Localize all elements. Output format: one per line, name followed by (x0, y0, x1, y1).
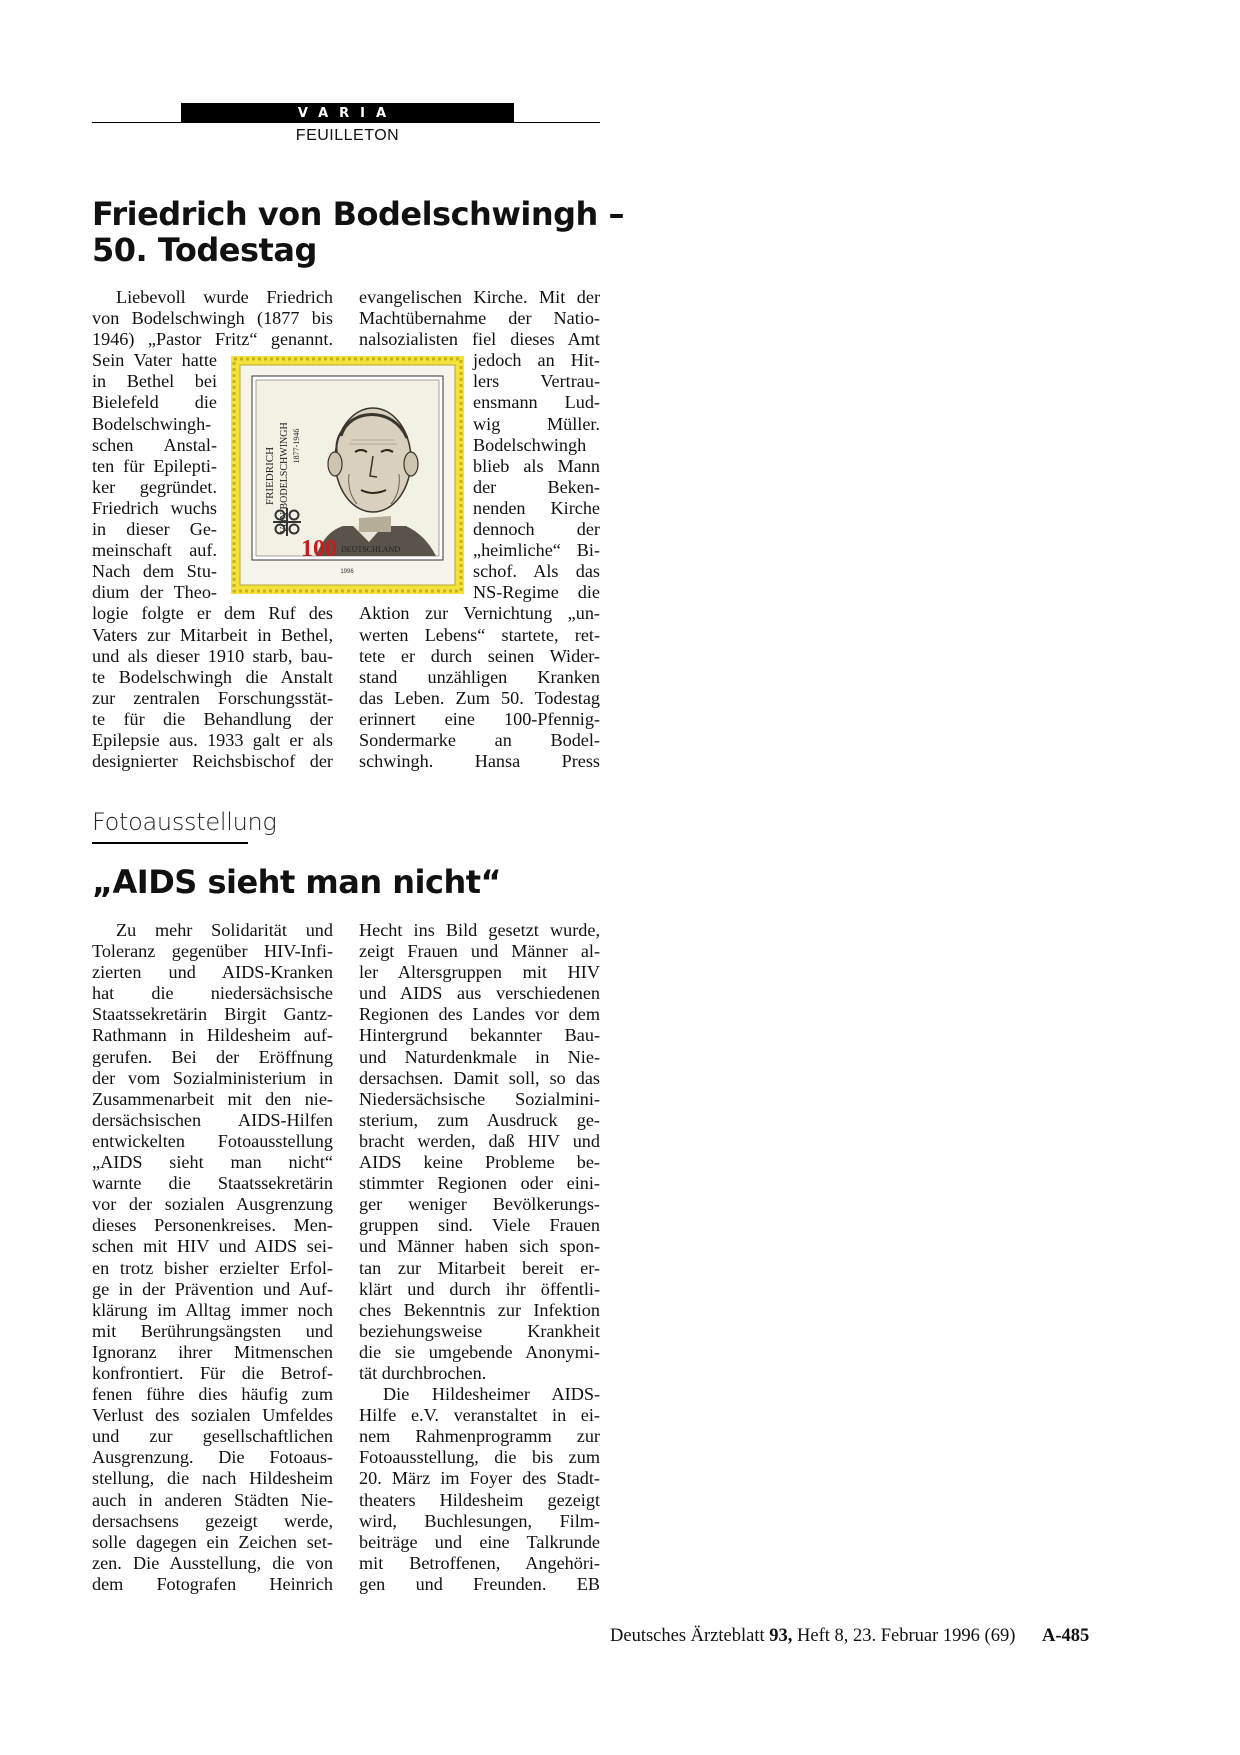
text-line: dium der Theo- (92, 582, 217, 603)
article2-column1 (92, 920, 333, 1595)
text-line: die sie umgebende Anonymi- (359, 1341, 600, 1362)
text-line: in Bethel bei (92, 371, 217, 392)
text-line: Machtübernahme der Natio- (359, 308, 600, 329)
text-line: ler Altersgruppen mit HIV (359, 962, 600, 983)
text-line: klärt und durch ihr öffentli- (359, 1278, 600, 1299)
text-line: Niedersächsische Sozialmini- (359, 1088, 600, 1109)
text-line: Toleranz gegenüber HIV-Infi- (92, 941, 333, 962)
text-line: Friedrich wuchs (92, 497, 217, 518)
text-line: und AIDS aus verschiedenen (359, 983, 600, 1004)
text-line: beiträge und eine Talkrunde (359, 1531, 600, 1552)
text-line: gerufen. Bei der Eröffnung (92, 1046, 333, 1067)
text-line: ge in der Prävention und Auf- (92, 1278, 333, 1299)
text-line: NS-Regime die (473, 582, 600, 603)
text-line: werten Lebens“ startete, ret- (359, 624, 600, 645)
text-line: und Naturdenkmale in Nie- (359, 1046, 600, 1067)
text-line: Sein Vater hatte (92, 350, 217, 371)
text-line: Hilfe e.V. veranstaltet in ei- (359, 1405, 600, 1426)
section-label-underline (92, 842, 248, 844)
text-line: der Beken- (473, 476, 600, 497)
text-line: gen und Freunden. EB (359, 1573, 600, 1594)
text-line: Nach dem Stu- (92, 561, 217, 582)
article2-column2 (359, 920, 600, 1595)
text-line: erinnert eine 100-Pfennig- (359, 708, 600, 729)
text-line: ches Bekenntnis zur Infektion (359, 1299, 600, 1320)
text-line: warnte die Staatssekretärin (92, 1173, 333, 1194)
page-number: A-485 (1041, 1626, 1090, 1646)
text-line: dersachsen. Damit soll, so das (359, 1067, 600, 1088)
text-line: stimmter Regionen oder eini- (359, 1173, 600, 1194)
stamp-country: DEUTSCHLAND (341, 545, 401, 554)
text-line: beziehungsweise Krankheit (359, 1320, 600, 1341)
text-line: wig Müller. (473, 413, 600, 434)
text-line: te für die Behandlung der (92, 708, 333, 729)
text-line: vor der sozialen Ausgrenzung (92, 1194, 333, 1215)
text-line: dem Fotografen Heinrich (92, 1573, 333, 1594)
text-line: von Bodelschwingh (1877 bis (92, 308, 333, 329)
diakonie-cross-icon (273, 508, 301, 536)
text-line: wird, Buchlesungen, Film- (359, 1510, 600, 1531)
text-line: bracht werden, daß HIV und (359, 1130, 600, 1151)
text-line: „heimliche“ Bi- (473, 540, 600, 561)
text-line: Die Hildesheimer AIDS- (383, 1384, 600, 1405)
text-line: entwickelten Fotoausstellung (92, 1130, 333, 1151)
text-line: Regionen des Landes vor dem (359, 1004, 600, 1025)
text-line: ensmann Lud- (473, 392, 600, 413)
text-line: en trotz bisher erzielter Erfol- (92, 1257, 333, 1278)
text-line: stellung, die nach Hildesheim (92, 1468, 333, 1489)
text-line: evangelischen Kirche. Mit der (359, 287, 600, 307)
text-line: dennoch der (473, 519, 600, 540)
text-line: Epilepsie aus. 1933 galt er als (92, 729, 333, 750)
text-line: Liebevoll wurde Friedrich (116, 287, 333, 307)
text-line: ger weniger Bevölkerungs- (359, 1194, 600, 1215)
issue-info: Heft 8, 23. Februar 1996 (69) (797, 1626, 1016, 1646)
stamp-name-line2: VON BODELSCHWINGH (279, 422, 290, 534)
page-footer (610, 1626, 1089, 1647)
text-line: Bodelschwingh- (92, 413, 212, 434)
text-line: Fotoausstellung, die bis zum (359, 1447, 600, 1468)
section-label-fotoausstellung: Fotoausstellung (92, 808, 277, 836)
stamp-year: 1996 (340, 569, 354, 575)
text-line: Verlust des sozialen Umfeldes (92, 1405, 333, 1426)
text-line: nalsozialisten fiel dieses Amt (359, 329, 600, 350)
text-line: dersächsischen AIDS-Hilfen (92, 1109, 333, 1130)
postage-stamp-image (231, 356, 464, 594)
journal-volume: 93, (769, 1626, 793, 1646)
text-line: „AIDS sieht man nicht“ (92, 1152, 333, 1173)
text-line: und als dieser 1910 starb, bau- (92, 645, 333, 666)
text-line: zen. Die Ausstellung, die von (92, 1552, 333, 1573)
stamp-name-line1: FRIEDRICH (264, 446, 276, 506)
text-line: AIDS keine Probleme be- (359, 1152, 600, 1173)
text-line: zur zentralen Forschungsstät- (92, 687, 333, 708)
text-line: theaters Hildesheim gezeigt (359, 1489, 600, 1510)
text-line: tät durchbrochen. (359, 1362, 487, 1383)
text-line: solle dagegen ein Zeichen set- (92, 1531, 333, 1552)
text-line: mit Berührungsängsten und (92, 1320, 333, 1341)
text-line: klärung im Alltag immer noch (92, 1299, 333, 1320)
text-line: zierten und AIDS-Kranken (92, 962, 333, 983)
text-line: nenden Kirche (473, 497, 600, 518)
text-line: jedoch an Hit- (473, 350, 600, 371)
text-line: sterium, zum Ausdruck ge- (359, 1109, 600, 1130)
text-line: und zur gesellschaftlichen (92, 1426, 333, 1447)
text-line: Vaters zur Mitarbeit in Bethel, (92, 624, 333, 645)
text-line: mit Betroffenen, Angehöri- (359, 1552, 600, 1573)
journal-name: Deutsches Ärzteblatt (610, 1626, 765, 1646)
text-line: lers Vertrau- (473, 371, 600, 392)
text-line: zeigt Frauen und Männer al- (359, 941, 600, 962)
text-line: in dieser Ge- (92, 519, 217, 540)
text-line: schwingh. Hansa Press (359, 751, 600, 772)
text-line: und Männer haben sich spon- (359, 1236, 600, 1257)
text-line: schen Anstal- (92, 434, 217, 455)
stamp-years: 1877-1946 (292, 428, 301, 464)
text-line: Hintergrund bekannter Bau- (359, 1025, 600, 1046)
text-line: tan zur Mitarbeit bereit er- (359, 1257, 600, 1278)
text-line: der vom Sozialministerium in (92, 1067, 333, 1088)
text-line: auch in anderen Städten Nie- (92, 1489, 333, 1510)
text-line: 1946) „Pastor Fritz“ genannt. (92, 329, 333, 350)
text-line: logie folgte er dem Ruf des (92, 603, 333, 624)
text-line: Rathmann in Hildesheim auf- (92, 1025, 333, 1046)
text-line: stand unzähligen Kranken (359, 666, 600, 687)
text-line: meinschaft auf. (92, 540, 217, 561)
text-line: ten für Epilepti- (92, 455, 217, 476)
text-line: hat die niedersächsische (92, 983, 333, 1004)
text-line: 20. März im Foyer des Stadt- (359, 1468, 600, 1489)
text-line: ker gegründet. (92, 476, 217, 497)
article1-title-line2: 50. Todestag (92, 231, 317, 269)
text-line: Staatssekretärin Birgit Gantz- (92, 1004, 333, 1025)
text-line: dersachsens gezeigt werde, (92, 1510, 333, 1531)
text-line: fenen führe dies häufig zum (92, 1384, 333, 1405)
section-banner: VARIA (181, 103, 514, 123)
text-line: schof. Als das (473, 561, 600, 582)
stamp-value: 100 (301, 536, 337, 562)
text-line: schen mit HIV und AIDS sei- (92, 1236, 333, 1257)
text-line: gruppen sind. Viele Frauen (359, 1215, 600, 1236)
text-line: te Bodelschwingh die Anstalt (92, 666, 333, 687)
text-line: dieses Personenkreises. Men- (92, 1215, 333, 1236)
text-line: Ausgrenzung. Die Fotoaus- (92, 1447, 333, 1468)
subsection-label: FEUILLETON (295, 127, 400, 144)
text-line: Zu mehr Solidarität und (116, 920, 333, 940)
article1-title-line1: Friedrich von Bodelschwingh – (92, 195, 624, 233)
text-line: nem Rahmenprogramm zur (359, 1426, 600, 1447)
text-line: Ignoranz ihrer Mitmenschen (92, 1341, 333, 1362)
text-line: das Leben. Zum 50. Todestag (359, 687, 600, 708)
article1-title (92, 196, 652, 268)
text-line: Bodelschwingh (473, 434, 587, 455)
text-line: Sondermarke an Bodel- (359, 729, 600, 750)
text-line: tete er durch seinen Wider- (359, 645, 600, 666)
text-line: Aktion zur Vernichtung „un- (359, 603, 600, 624)
text-line: blieb als Mann (473, 455, 600, 476)
text-line: konfrontiert. Für die Betrof- (92, 1362, 333, 1383)
text-line: Zusammenarbeit mit den nie- (92, 1088, 333, 1109)
text-line: Bielefeld die (92, 392, 217, 413)
text-line: Hecht ins Bild gesetzt wurde, (359, 920, 600, 940)
article2-title: „AIDS sieht man nicht“ (92, 863, 502, 901)
text-line: designierter Reichsbischof der (92, 751, 333, 772)
